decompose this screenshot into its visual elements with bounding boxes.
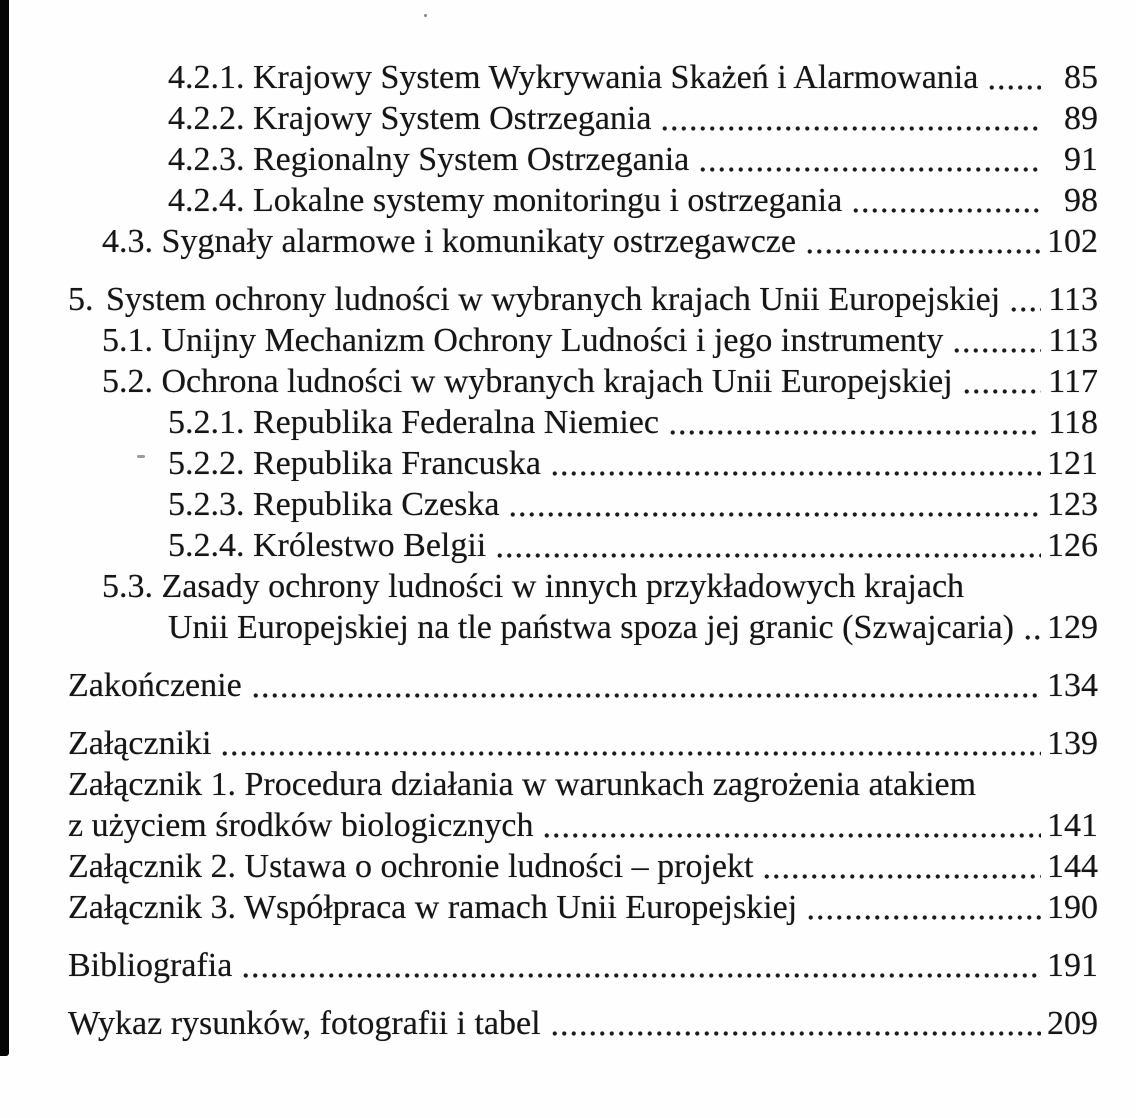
dot-leader bbox=[806, 887, 1041, 928]
toc-entry-label: 4.2.3. Regionalny System Ostrzegania bbox=[168, 141, 690, 178]
toc-entry bbox=[68, 764, 1098, 805]
toc-entry bbox=[68, 566, 1098, 607]
toc-entry-label: Zakończenie bbox=[68, 667, 242, 704]
toc-entry-label: 5.2.1. Republika Federalna Niemiec bbox=[168, 404, 659, 441]
toc-entry bbox=[68, 279, 1098, 320]
toc-page-number: 141 bbox=[1047, 807, 1098, 844]
toc-entry bbox=[68, 139, 1098, 180]
toc-entry bbox=[68, 98, 1098, 139]
dot-leader bbox=[550, 1003, 1041, 1044]
toc-entry-label: Wykaz rysunków, fotografii i tabel bbox=[68, 1005, 541, 1042]
toc-entry-label: 5.2.3. Republika Czeska bbox=[168, 486, 500, 523]
toc-page-number: 134 bbox=[1047, 667, 1098, 704]
toc-entry-number: 5. bbox=[68, 281, 94, 318]
toc-page-number: 190 bbox=[1047, 889, 1098, 926]
toc-entry bbox=[68, 805, 1098, 846]
toc-page-number: 98 bbox=[1064, 182, 1098, 219]
toc-entry bbox=[68, 57, 1098, 98]
toc-entry-label: 4.3. Sygnały alarmowe i komunikaty ostrzegawcze bbox=[102, 223, 796, 260]
toc-entry-label: Załączniki bbox=[68, 725, 212, 762]
toc-entry bbox=[68, 607, 1098, 648]
dot-leader bbox=[508, 484, 1041, 525]
toc-page-number: 139 bbox=[1047, 725, 1098, 762]
toc-entry bbox=[68, 402, 1098, 443]
toc-page-number: 144 bbox=[1047, 848, 1098, 885]
toc-page-number: 191 bbox=[1047, 947, 1098, 984]
toc-page-number: 117 bbox=[1048, 363, 1098, 400]
toc-entry bbox=[68, 846, 1098, 887]
toc-entry bbox=[68, 443, 1098, 484]
toc-entry-label: 5.2. Ochrona ludności w wybranych krajach Unii Europejskiej bbox=[102, 363, 953, 400]
toc-entry-label: System ochrony ludności w wybranych krajach Unii Europejskiej bbox=[106, 281, 1001, 318]
dot-leader bbox=[1009, 279, 1041, 320]
toc-entry bbox=[68, 320, 1098, 361]
dot-leader bbox=[241, 945, 1041, 986]
toc-entry bbox=[68, 665, 1098, 706]
dot-leader bbox=[495, 525, 1041, 566]
toc-page-number: 118 bbox=[1048, 404, 1098, 441]
toc-entry-label: 4.2.2. Krajowy System Ostrzegania bbox=[168, 100, 652, 137]
toc-entry-label: 4.2.1. Krajowy System Wykrywania Skażeń i Alarmowania bbox=[168, 59, 979, 96]
toc-entry-label: Unii Europejskiej na tle państwa spoza jej granic (Szwajcaria) bbox=[168, 609, 1014, 646]
toc-entry bbox=[68, 361, 1098, 402]
toc-entry bbox=[68, 525, 1098, 566]
toc-page-number: 91 bbox=[1064, 141, 1098, 178]
toc-entry bbox=[68, 221, 1098, 262]
toc-entry-label: 5.2.4. Królestwo Belgii bbox=[168, 527, 487, 564]
toc-entry-label: 5.3. Zasady ochrony ludności w innych przykładowych krajach bbox=[102, 568, 965, 605]
toc-page-number: 126 bbox=[1047, 527, 1098, 564]
dot-leader bbox=[251, 665, 1041, 706]
toc-entry-label: Załącznik 1. Procedura działania w warunkach zagrożenia atakiem bbox=[68, 766, 977, 803]
toc-entry-label: 5.1. Unijny Mechanizm Ochrony Ludności i jego instrumenty bbox=[102, 322, 944, 359]
toc-entry-label: 4.2.4. Lokalne systemy monitoringu i ostrzegania bbox=[168, 182, 843, 219]
dot-leader bbox=[805, 221, 1041, 262]
toc-page-number: 129 bbox=[1047, 609, 1098, 646]
toc-entry-label: Załącznik 2. Ustawa o ochronie ludności – projekt bbox=[68, 848, 754, 885]
dot-leader bbox=[952, 320, 1041, 361]
dot-leader bbox=[762, 846, 1041, 887]
toc-entry-label: Bibliografia bbox=[68, 947, 233, 984]
toc-entry-label: 5.2.2. Republika Francuska bbox=[168, 445, 541, 482]
dot-leader bbox=[962, 361, 1041, 402]
toc-page-number: 123 bbox=[1047, 486, 1098, 523]
dot-leader bbox=[698, 139, 1041, 180]
toc-entry bbox=[68, 887, 1098, 928]
dot-leader bbox=[550, 443, 1041, 484]
toc-page-number: 209 bbox=[1047, 1005, 1098, 1042]
dot-leader bbox=[851, 180, 1041, 221]
toc-entry bbox=[68, 1003, 1098, 1044]
dot-leader bbox=[542, 805, 1041, 846]
dot-leader bbox=[1023, 607, 1041, 648]
toc-page-number: 102 bbox=[1047, 223, 1098, 260]
toc-page-number: 121 bbox=[1047, 445, 1098, 482]
dot-leader bbox=[987, 57, 1041, 98]
toc-page-number: 85 bbox=[1064, 59, 1098, 96]
toc-entry bbox=[68, 484, 1098, 525]
toc-entry bbox=[68, 723, 1098, 764]
toc-entry bbox=[68, 945, 1098, 986]
toc-entry bbox=[68, 180, 1098, 221]
toc-entry-label: Załącznik 3. Współpraca w ramach Unii Europejskiej bbox=[68, 889, 798, 926]
toc-page-number: 113 bbox=[1048, 322, 1098, 359]
dot-leader bbox=[220, 723, 1041, 764]
dot-leader bbox=[660, 98, 1041, 139]
toc-page-number: 89 bbox=[1064, 100, 1098, 137]
toc-page-number: 113 bbox=[1048, 281, 1098, 318]
dot-leader bbox=[668, 402, 1041, 443]
toc-entry-label: z użyciem środków biologicznych bbox=[68, 807, 534, 844]
